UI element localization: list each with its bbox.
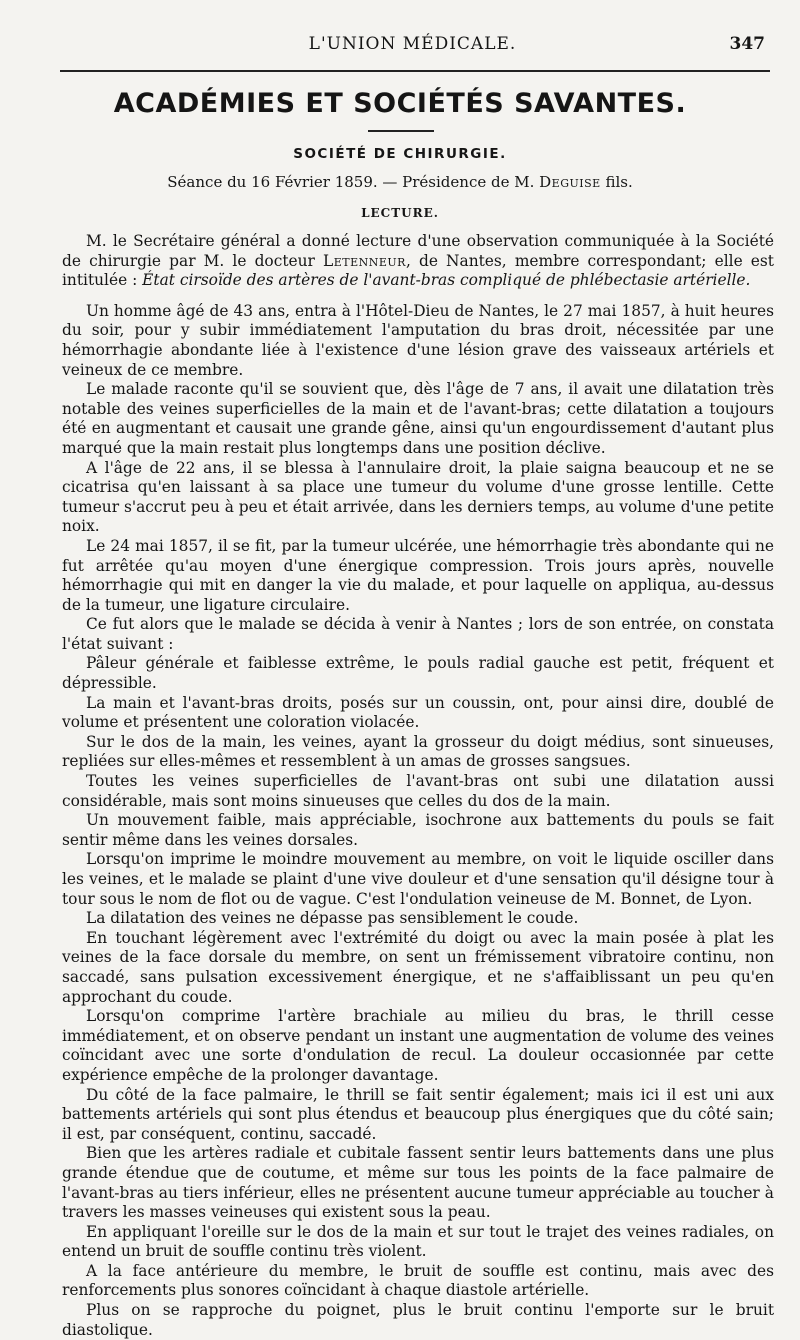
article-body [62, 232, 774, 1340]
paragraph: La dilatation des veines ne dépasse pas sensiblement le coude. [86, 909, 579, 928]
society-heading: SOCIÉTÉ DE CHIRURGIE. [293, 146, 507, 162]
intro-text-1: M. le Secrétaire général a donné lecture d'une observation communiquée à la Société de chirurgie par M. le docteur [62, 232, 774, 270]
paragraph: Toutes les veines superficielles de l'avant-bras ont subi une dilatation aussi considérable, mais sont moins sinueuses que celles du dos de la main. [62, 772, 774, 810]
journal-title: L'UNION MÉDICALE. [308, 34, 517, 54]
seance-text-before: Séance du 16 Février 1859. — Présidence de M. [167, 173, 540, 191]
paragraph: Pâleur générale et faiblesse extrême, le pouls radial gauche est petit, fréquent et dépressible. [62, 654, 774, 693]
seance-line [0, 173, 800, 191]
title-rule [368, 130, 434, 132]
paragraph: Bien que les artères radiale et cubitale fassent sentir leurs battements dans une plus grande étendue que de coutume, et même sur tous les points de la face palmaire de l'avant-bras au tiers inférieur, elles ne présentent aucune tumeur appréciable au toucher à travers les masses veineuses qui existent sous la peau. [62, 1144, 774, 1222]
paragraph: A l'âge de 22 ans, il se blessa à l'annulaire droit, la plaie saigna beaucoup et ne se cicatrisa qu'en laissant à sa place une tumeur du volume d'une grosse lentille. Cette tumeur s'accrut peu à peu et était arrivée, dans les derniers temps, au volume d'une petite noix. [62, 458, 774, 536]
subheading: LECTURE. [361, 206, 439, 220]
page-number: 347 [729, 34, 765, 54]
doctor-name: Letenneur [323, 251, 406, 270]
paragraph: Le 24 mai 1857, il se fit, par la tumeur ulcérée, une hémorrhagie très abondante qui ne fut arrêtée qu'au moyen d'une énergique compression. Trois jours après, nouvelle hémorrhagie qui mit en danger la vie du malade, et pour laquelle on appliqua, au-dessus de la tumeur, une ligature circulaire. [62, 536, 774, 614]
paragraph: Un mouvement faible, mais appréciable, isochrone aux battements du pouls se fait sentir même dans les veines dorsales. [62, 811, 774, 849]
paragraph: En appliquant l'oreille sur le dos de la main et sur tout le trajet des veines radiales, on entend un bruit de souffle continu très violent. [62, 1222, 774, 1261]
intro-text-2: , de Nantes, membre correspondant; elle est intitulée : [62, 251, 774, 290]
paragraph: Lorsqu'on comprime l'artère brachiale au milieu du bras, le thrill cesse immédiatement, et on observe pendant un instant une augmentation de volume des veines coïncidant avec une sorte d'ondulation de recul. La douleur occasionnée par cette expérience empêche de la prolonger davantage. [62, 1007, 774, 1084]
paragraph: Un homme âgé de 43 ans, entra à l'Hôtel-Dieu de Nantes, le 27 mai 1857, à huit heures du soir, pour y subir immédiatement l'amputation du bras droit, nécessitée par une hémorrhagie abondante liée à l'existence d'une lésion grave des vaisseaux artériels et veineux de ce membre. [62, 301, 774, 379]
paragraph: Plus on se rapproche du poignet, plus le bruit continu l'emporte sur le bruit diastolique. [62, 1301, 774, 1339]
paragraph: Sur le dos de la main, les veines, ayant la grosseur du doigt médius, sont sinueuses, repliées sur elles-mêmes et ressemblent à un amas de grosses sangsues. [62, 732, 774, 771]
header-rule [60, 70, 770, 72]
paragraph: A la face antérieure du membre, le bruit de souffle est continu, mais avec des renforcements plus sonores coïncidant à chaque diastole artérielle. [62, 1261, 774, 1300]
observation-title: État cirsoïde des artères de l'avant-bras compliqué de phlébectasie artérielle. [142, 271, 751, 290]
paragraph: Du côté de la face palmaire, le thrill se fait sentir également; mais ici il est uni aux battements artériels qui sont plus étendus et beaucoup plus énergiques que du côté sain; il est, par conséquent, continu, saccadé. [62, 1085, 774, 1143]
paragraph: Lorsqu'on imprime le moindre mouvement au membre, on voit le liquide osciller dans les veines, et le malade se plaint d'une vive douleur et d'une sensation qu'il désigne tour à tour sous le nom de flot ou de vague. C'est l'ondulation veineuse de M. Bonnet, de Lyon. [62, 850, 774, 908]
paragraph: Ce fut alors que le malade se décida à venir à Nantes ; lors de son entrée, on constata l'état suivant : [62, 615, 774, 653]
paragraph: En touchant légèrement avec l'extrémité du doigt ou avec la main posée à plat les veines de la face dorsale du membre, on sent un frémissement vibratoire continu, non saccadé, sans pulsation excessivement énergique, et ne s'affaiblissant un peu qu'en approchant du coude. [62, 928, 774, 1006]
section-title: ACADÉMIES ET SOCIÉTÉS SAVANTES. [113, 88, 687, 119]
paragraph: La main et l'avant-bras droits, posés sur un coussin, ont, pour ainsi dire, doublé de volume et présentent une coloration violacée. [62, 693, 774, 732]
running-head [60, 30, 765, 60]
paragraph: Le malade raconte qu'il se souvient que, dès l'âge de 7 ans, il avait une dilatation très notable des veines superficielles de la main et de l'avant-bras; cette dilatation a toujours été en augmentant et causait une grande gêne, ainsi qu'un engourdissement d'autant plus marqué que la main restait plus longtemps dans une position déclive. [62, 380, 774, 457]
intro-paragraph [62, 232, 774, 291]
seance-text-after: fils. [600, 173, 633, 191]
president-name: Deguise [539, 173, 601, 191]
